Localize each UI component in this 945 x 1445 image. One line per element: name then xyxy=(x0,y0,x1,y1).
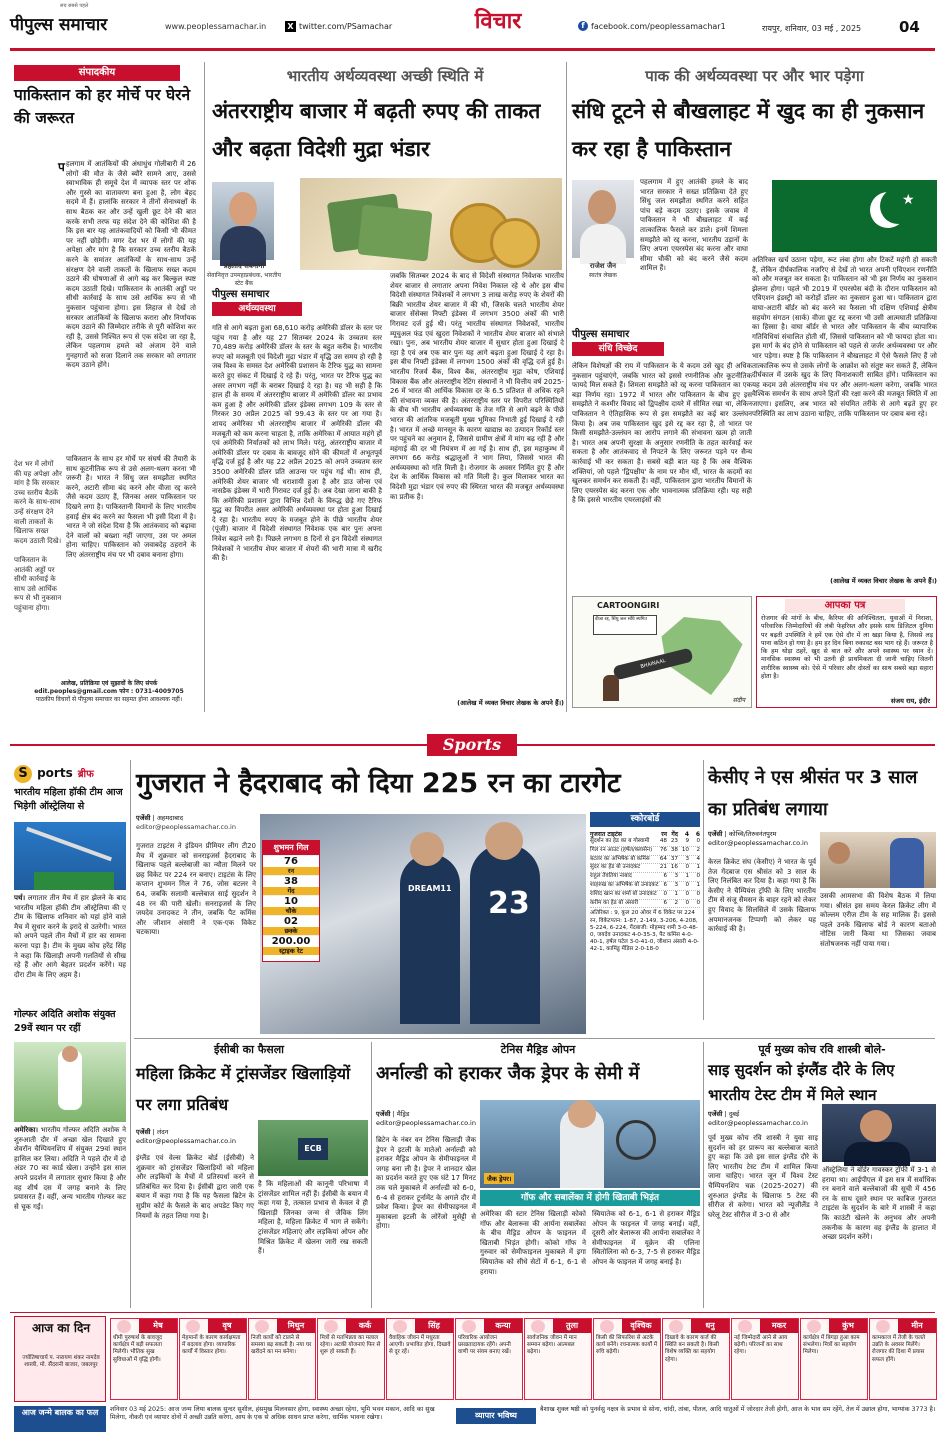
dateline: रायपुर, शनिवार, 03 मई , 2025 xyxy=(762,24,862,33)
scoreboard-row xyxy=(590,873,700,882)
gill-stat-value: 02 xyxy=(284,916,298,927)
tennis-banner: गॉफ और सबालेंका में होगी खिताबी भिड़ंत xyxy=(480,1190,700,1206)
batter-stat-s: 0 xyxy=(696,873,700,880)
letters-signature: संजय राय, इंदौर xyxy=(890,697,930,705)
batter-stat-f: 9 xyxy=(685,838,689,844)
batter-stat-r: 6 xyxy=(663,881,667,888)
ecb-place: लंदन xyxy=(156,1128,169,1136)
shastri-place: दुबई xyxy=(728,1110,740,1118)
ipl-jersey-number: 23 xyxy=(488,886,530,921)
contact-note: पाठकीय विचारों से पीपुल्स समाचार का सहमत होना आवश्यक नहीं। xyxy=(35,696,183,703)
zodiac-icon xyxy=(117,1320,131,1333)
editorial-pull-quote xyxy=(14,460,62,675)
kerala-place: कोच्चि/तिरुवनंतपुरम xyxy=(728,830,777,838)
ipl-place: अहमदाबाद xyxy=(156,814,184,822)
tennis-divider xyxy=(703,1042,704,1308)
rashi-text: धीमी पुरुषार्थ के बावजूद कार्यक्षेत्र में बड़ी सफलता मिलेगी। भौतिक सुख सुविधाओं में वृद्धि होगी। xyxy=(113,1335,162,1363)
letters-box xyxy=(756,596,937,708)
rashi-box xyxy=(386,1318,454,1400)
pak-title: संधि टूटने से बौखलाहट में खुद का ही नुकसान कर रहा है पाकिस्तान xyxy=(572,99,925,161)
rashi-name: मिथुन xyxy=(277,1319,315,1333)
zodiac-icon xyxy=(393,1320,407,1333)
batter-stat-b: 3 xyxy=(674,873,678,880)
batter-name: शाहरुख का अभिषेक बो उनादकट xyxy=(590,881,659,888)
tennis-photo-label: जैक ड्रेपर। xyxy=(484,1173,514,1184)
editorial-body-1: हलगाम में आतंकियों की अंधाधुंध गोलीबारी में 26 लोगों की मौत के जैसे ब्यौरे सामने आए, उससे स्वाभाविक ही समूचे देश में व्यापक स्तर पर शोक और गुस्से का वातावरण बना हुआ है, लोग बेहद सदमे में हैं। हालांकि सरकार ने तीनों सेनाध्यक्षों के साथ बैठक कर और उन्हें खुली छूट देने की बात करके सभी तरफ यह संदेश देने की कोशिश की है कि इस बार यह आतंकवादियों को किसी भी कीमत पर नहीं छोड़ेगी। मगर देश भर में लोगों की यह अपेक्षा और मांग है कि सरकार उच्च स्तरीय बैठकें करने के समांतर आतंकियों के साथ-साथ उन्हें संरक्षण देने वाली ताकतों के खिलाफ सख्त कदम उठाने की घोषणाओं से आगे बढ़ कर बिल्कुल स्पष्ट कदम उठाती दिखे। पाकिस्तान के आतंकी अड्डों पर सीधी कार्रवाई के साथ उसे आर्थिक रूप से भी नुकसान पहुंचाना होगा। इस लिहाज से देखें तो सरकार आतंकियों के खिलाफ करारा और निर्णायक कदम उठाने की जिम्मेदार तरीके से पूरी कोशिश कर रही है, उससे निश्चित रूप से एक संदेश जा रहा है, लेकिन पहलगाम हमले को अंजाम देने वाले गुनहगारों को सजा दिलाने तक सरकार को लगातार कदम उठाने होंगे। xyxy=(66,160,196,370)
birth-box-text: शनिवार 03 मई 2025: आज जन्म लिया बालक सुन्दर सुशील, हंसमुख मिलनसार होगा, स्वास्थ्य अच्छा रहेगा, भूमि भवन मकान, आदि का सुख मिलेगा, नौकरी एवं व्यापार दोनों में अच्छी उन्नति करेगा, आय के एक से अधिक साधन प्राप्त करेगा, धार्मिक भावना रखेगा। xyxy=(110,1406,435,1422)
ecb-title: महिला क्रिकेट में ट्रांसजेंडर खिलाड़ियों पर लगा प्रतिबंध xyxy=(136,1064,351,1114)
kerala-title: केसीए ने एस श्रीसंत पर 3 साल का प्रतिबंध लगाया xyxy=(708,767,918,820)
rashi-name: धनु xyxy=(691,1319,729,1333)
zodiac-icon xyxy=(462,1320,476,1333)
batter-stat-b: 3 xyxy=(674,881,678,888)
scoreboard-head: 6 xyxy=(695,831,700,838)
zodiac-icon xyxy=(531,1320,545,1333)
rashi-box xyxy=(110,1318,178,1400)
gill-stat-row xyxy=(263,875,319,895)
rashi-name: सिंह xyxy=(415,1319,453,1333)
batter-stat-r: 21 xyxy=(659,864,667,871)
batter-stat-r: 6 xyxy=(663,899,667,906)
batter-name: सुंदर का हेड बो उनादकट xyxy=(590,864,641,871)
gill-stat-key: चौके xyxy=(263,907,319,915)
batter-name: गिल रन आउट (हर्षल/क्लासेन) xyxy=(590,846,653,853)
horoscope-title: आज का दिन xyxy=(32,1321,90,1335)
scoreboard-row xyxy=(590,847,700,856)
gill-stat-row xyxy=(263,855,319,875)
zodiac-icon xyxy=(876,1320,890,1333)
cartoon xyxy=(572,596,752,708)
rashi-box xyxy=(800,1318,868,1400)
tennis-email[interactable]: editor@peoplessamachar.co.in xyxy=(376,1119,476,1127)
rashi-text: दिखावे के कारण कर्ज की स्थिति बन सकती है। किसी विशेष व्यक्ति का सहयोग रहेगा। xyxy=(665,1335,719,1363)
rashi-box xyxy=(662,1318,730,1400)
gill-stat-value: 10 xyxy=(284,896,298,907)
batter-stat-s: 4 xyxy=(696,855,700,862)
cartoon-artist: संदीप xyxy=(732,697,745,704)
sports-s-icon: S xyxy=(14,765,32,783)
contact-title: आलेख, प्रतिक्रिया एवं सुझावों के लिए संपर्क xyxy=(60,680,158,687)
star-icon: ★ xyxy=(902,192,915,208)
batter-name: राशिद खान का शर्मा बो उनादकट xyxy=(590,890,657,897)
tennis-body-2: अमेरिका की स्टार टेनिस खिलाड़ी कोको गॉफ और बेलारूस की आर्यना सबालेंका के बीच मैड्रिड ओपन के फाइनल में खिताबी भिड़ंत होगी। कोको गॉफ ने गुरुवार को सेमीफाइनल मुकाबले में इगा स्वियातेक को सीधे सेटों में 6-1, 6-1 से हराया। xyxy=(480,1210,586,1276)
kerala-body-2: उसकी आमसभा की विशेष बैठक में लिया गया। श्रीसंत इस समय केरल क्रिकेट लीग में कोल्लम एरीज टीम के सह मालिक हैं। इससे पहले उनके खिलाफ बोर्ड ने कारण बताओ नोटिस जारी किया था जिसका जवाब संतोषजनक नहीं पाया गया। xyxy=(820,892,936,948)
economy-column-brand: पीपुल्स समाचार xyxy=(212,289,270,300)
ecb-body-1: इंग्लैंड एवं वेल्स क्रिकेट बोर्ड (ईसीबी) ने शुक्रवार को ट्रांसजेंडर खिलाड़ियों को महिला और लड़कियों के मैचों में प्रतिस्पर्धा करने से प्रतिबंधित कर दिया है। ईसीबी द्वारा जारी एक बयान में कहा गया है कि यह फैसला ब्रिटेन के सुप्रीम कोर्ट के फैसले के बाद अपडेट किए गए नियमों के तहत लिया गया है। xyxy=(136,1154,254,1220)
editorial-drop-cap: प xyxy=(58,160,65,174)
pak-kicker: पाक की अर्थव्यवस्था पर और भार पड़ेगा xyxy=(645,67,864,85)
facebook-icon: f xyxy=(578,21,588,31)
gill-stat-row xyxy=(263,915,319,935)
tennis-agency: एजेंसी xyxy=(376,1110,391,1118)
twitter-link[interactable] xyxy=(285,19,415,33)
logo-tagline: सच सबसे पहले xyxy=(60,3,89,9)
logo-text: पीपुल्स समाचार xyxy=(10,15,108,35)
batter-stat-b: 2 xyxy=(674,899,678,906)
economy-title: अंतरराष्ट्रीय बाजार में बढ़ती रुपए की ताकत और बढ़ता विदेशी मुद्रा भंडार xyxy=(212,99,541,161)
gill-stat-row xyxy=(263,895,319,915)
shastri-byline: एजेंसी | दुबई editor@peoplessamachar.co.in xyxy=(708,1110,936,1132)
golf-body xyxy=(14,1126,126,1306)
pak-col2: अतिरिक्त खर्च उठाना पड़ेगा, रूट लंबा होगा और टिकटें महंगी हो सकती हैं, लेकिन दीर्घकालिक नजरिए से देखें तो भारत अपनी एविएशन रणनीति को और मजबूत कर सकता है। पाकिस्तान को भी इस निर्णय का नुकसान झेलना होगा। पहले भी 2019 में एयरस्पेस बंदी के दौरान पाकिस्तान को एविएशन इंडस्ट्री को करोड़ों डॉलर का नुकसान हुआ था। पाकिस्तान द्वारा वाघा-अटारी बॉर्डर को बंद करने का फैसला भी दक्षिण एशियाई क्षेत्रीय सहयोग संगठन (सार्क) वीजा छूट रद्द करना भी उसी आत्मघाती प्रतिक्रिया का हिस्सा है। वाघा बॉर्डर से भारत और पाकिस्तान के बीच व्यापारिक गतिविधियां संचालित होती थीं, जिससे पाकिस्तान को भी फायदा होता था। इस मार्ग के बंद होने से पाकिस्तान को पहले से जर्जर अर्थव्यवस्था पर और भार पड़ेगा। स्पष्ट है कि पाकिस्तान ने बौखलाहट में ऐसे फैसले लिए हैं जो तात्कालिक रूप से उसके लोगों के आक्रोश को संतुष्ट कर सकते हैं, लेकिन दीर्घकाल में उसके खुद के लिए विनाशकारी साबित होंगे। पाकिस्तान का यह कदम उसे अंतरराष्ट्रीय मंच पर और अलग-थलग करेगा, जबकि भारत वैश्विक समर्थन के साथ अपने हितों की रक्षा करने की मजबूत स्थिति में आ जाएगा। इसलिए, अब भारत को संयमित तरीके से आगे बढ़ते हुए हर परिस्थिति का लाभ उठाना चाहिए, ताकि पाकिस्तान पर दबाव बना रहे। xyxy=(752,256,937,418)
economy-divider xyxy=(566,62,567,712)
pull-quote-2: पाकिस्तान के आतंकी अड्डों पर सीधी कार्रवाई के साथ उसे आर्थिक रूप से भी नुकसान पहुंचाना होगा। xyxy=(14,555,62,612)
shastri-photo xyxy=(822,1104,936,1162)
tennis-photo xyxy=(480,1100,700,1188)
x-icon: X xyxy=(285,21,296,32)
ipl-email[interactable]: editor@peoplessamachar.co.in xyxy=(136,823,236,831)
batter-stat-s: 0 xyxy=(696,899,700,906)
gill-stat-key: छक्के xyxy=(263,927,319,935)
scoreboard-row xyxy=(590,882,700,891)
batter-name: राहुल तेवतिया नाबाद xyxy=(590,873,632,880)
golf-photo xyxy=(14,1042,126,1122)
scoreboard-head: रन xyxy=(661,831,667,838)
economy-author-name: प्रहलाद सबनानी xyxy=(223,262,265,270)
ecb-email[interactable]: editor@peoplessamachar.co.in xyxy=(136,1137,236,1145)
gill-stat-key: स्ट्राइक रेट xyxy=(263,947,319,955)
pak-column-brand: पीपुल्स समाचार xyxy=(572,329,630,340)
sports-brief-header xyxy=(14,762,124,782)
gill-stat-value: 76 xyxy=(284,856,298,867)
logo[interactable] xyxy=(10,3,160,38)
letters-title: आपका पत्र xyxy=(785,599,905,613)
tennis-byline: एजेंसी | मैड्रिड editor@peoplessamachar.co.in xyxy=(376,1110,476,1127)
sports-mid-rule xyxy=(134,1038,935,1039)
batter-stat-b: 23 xyxy=(670,838,678,844)
batter-stat-f: 10 xyxy=(681,846,689,853)
hockey-title: भारतीय महिला हॉकी टीम आज भिड़ेगी ऑस्ट्रेलिया से xyxy=(14,787,123,812)
market-text: बैशाख शुक्ल षष्ठी को पुनर्वसु नक्षत्र के प्रभाव से सोना, चांदी, तांबा, पीतल, आदि धातुओं में जोरदार तेजी होगी, आज के भाव सम रहेंगे, तेल में उछाल होगा, भाग्यांक 3773 है। xyxy=(540,1406,936,1413)
editorial-body-2: पाकिस्तान के साथ हर मोर्चे पर संघर्ष की तैयारी के साथ कूटनीतिक रूप से उसे अलग-थलग करना भी जरूरी है। भारत ने सिंधु जल समझौता स्थगित करने, अटारी सीमा बंद करने और वीजा रद्द करने जैसे कदम उठाए हैं, जिनका असर पाकिस्तान पर दिखने लगा है। पाकिस्तानी विमानों के लिए भारतीय हवाई क्षेत्र बंद करने का फैसला भी इसी दिशा में है। भारत ने जो संदेश दिया है कि आतंकवाद को बढ़ावा देने वालों को बख्शा नहीं जाएगा, उस पर अमल होना चाहिए। पाकिस्तान को जवाबदेह ठहराने के लिए अंतरराष्ट्रीय मंच पर भी दबाव बनाना होगा। xyxy=(66,455,196,559)
pak-col1a: पहलगाम में हुए आतंकी हमले के बाद भारत सरकार ने सख्त प्रतिक्रिया देते हुए सिंधु जल समझौता स्थगित करने सहित पांच बड़े कदम उठाए। इसके जवाब में पाकिस्तान ने भी बौखलाहट में कई तात्कालिक फैसले कर डाले। इनमें शिमला समझौते को रद्द करना, भारतीय उड़ानों के लिए अपना एयरस्पेस बंद करना और वाघा सीमा चौकी को बंद करने जैसे कदम शामिल हैं। xyxy=(640,178,748,273)
scoreboard xyxy=(590,812,700,1036)
rashi-box xyxy=(317,1318,385,1400)
website-link[interactable]: www.peoplessamachar.in xyxy=(165,22,267,31)
cartoon-label: CARTOONGIRI xyxy=(597,601,660,610)
pak-column-name: संधि विच्छेद xyxy=(572,342,664,356)
rashi-name: तुला xyxy=(553,1319,591,1333)
cartoon-snake: BHAINAAL xyxy=(612,648,693,681)
batter-name: सुदर्शन का हेड का ब गोस्वामी xyxy=(590,838,650,844)
facebook-link[interactable] xyxy=(578,19,758,33)
page-number: 04 xyxy=(899,18,920,36)
ecb-agency: एजेंसी xyxy=(136,1128,151,1136)
ecb-badge: ECB xyxy=(298,1138,328,1160)
rashi-text: मित्रों से मतभिन्नता का मलाल रहेगा। अटकी योजनाएं फिर से शुरू हो सकती हैं। xyxy=(320,1335,381,1356)
rashi-box xyxy=(248,1318,316,1400)
rashi-name: कन्या xyxy=(484,1319,522,1333)
rashi-text: कामकाज में तेजी के चलते उन्नति के अवसर मिलेंगे। रोजगार की दिशा में प्रयास सफल होंगे। xyxy=(872,1335,926,1363)
rashi-text: मेहमानों के कारण कार्यक्षमता में बदलाव होगा। व्यापारिक कार्यों में विस्तार होगा। xyxy=(182,1335,241,1356)
pakistan-flag-illustration xyxy=(752,180,937,252)
letters-body: रोजगार की मांगों के बीच, कैरियर की अनिश्चितता, युवाओं में निराशा, परिवारिक जिम्मेदारियों की लंबी फेहरिस्त और इसके साथ डिजिटल दुनिया पर बढ़ती उपस्थिति ने हमें एक ऐसे दौर में ला खड़ा किया है, जिससे लड़ पाना कठिन हो गया है। हम हर दिन बिना रुकावट बस भाग रहे हैं। जरूरत है कि हम थोड़ा ठहरें, खुद से बात करें और अपने स्वास्थ्य पर ध्यान दें। मानसिक स्वास्थ्य को भी उतनी ही प्राथमिकता दी जानी चाहिए जितनी शारीरिक स्वास्थ्य को। ऐसे में परिवार और दोस्तों का साथ सबसे बड़ा सहारा होता है। xyxy=(761,615,933,681)
rashi-name: मेष xyxy=(139,1319,177,1333)
scoreboard-heads xyxy=(656,830,700,838)
batter-stat-s: 1 xyxy=(696,881,700,888)
editorial-divider xyxy=(204,62,205,712)
kerala-email[interactable]: editor@peoplessamachar.co.in xyxy=(708,839,808,847)
shastri-body-1: पूर्व मुख्य कोच रवि शास्त्री ने युवा साइ सुदर्शन को हर प्रारूप का बल्लेबाज बताते हुए कहा कि उसे इस साल इंग्लैंड दौरे के लिए भारतीय टेस्ट टीम में शामिल किया जाना चाहिए। भारत जून में विश्व टेस्ट चैम्पियनशिप चक्र (2025-2027) की शुरुआत इंग्लैंड के खिलाफ 5 टेस्ट की सीरीज से करेगा। भारत को न्यूजीलैंड ने घरेलू टेस्ट सीरीज में 3-0 से और xyxy=(708,1134,818,1219)
batter-stat-b: 16 xyxy=(670,864,678,871)
gill-box-title: शुभमन गिल xyxy=(263,841,319,855)
contact-line[interactable]: edit.peoples@gmail.com फोन : 0731-4009705 xyxy=(34,688,184,695)
ipl-jersey-sponsor: DREAM11 xyxy=(408,884,452,893)
zodiac-icon xyxy=(186,1320,200,1333)
hockey-text: लगातार तीन मैच में हार झेलने के बाद भारतीय महिला हॉकी टीम ऑस्ट्रेलिया की ए टीम के खिलाफ शनिवार को यहां होने वाले मैच में सुधार करने के इरादे से उतरेगी। भारत को अपने पहले तीन मैचों में हार का सामना करना पड़ा है। टीम के मुख्य कोच हरेंद्र सिंह ने कहा कि खिलाड़ी अपनी गलतियों से सीख रहे हैं और आगे बेहतर प्रदर्शन करेंगे। यह दौरा टीम के लिए अहम है। xyxy=(14,894,126,979)
rashi-text: कार्यक्षेत्र में बिगड़ा हुआ काम संभलेगा। मित्रों का सहयोग मिलेगा। xyxy=(803,1335,860,1356)
zodiac-icon xyxy=(738,1320,752,1333)
ecb-byline: एजेंसी | लंदन editor@peoplessamachar.co.in xyxy=(136,1128,256,1150)
golf-text: भारतीय गोल्फर अदिति अशोक ने शुरुआती दौर में अच्छा खेल दिखाते हुए शेवरॉन चैम्पियनशिप में संयुक्त 29वां स्थान हासिल कर लिया। अदिति ने पहले दौर में दो अंडर 70 का कार्ड खेला। उन्होंने इस साल अपने प्रदर्शन में लगातार सुधार किया है और वह शीर्ष दस में जगह बनाने के लिए प्रयासरत हैं। वहीं, अन्य भारतीय गोल्फर कट से चूक गईं। xyxy=(14,1126,126,1211)
batter-stat-f: 0 xyxy=(685,864,689,871)
zodiac-icon xyxy=(324,1320,338,1333)
pull-quote-1: देश भर में लोगों की यह अपेक्षा और मांग है कि सरकार उच्च स्तरीय बैठकें करने के साथ-साथ उन्हें संरक्षण देने वाली ताकतों के खिलाफ सख्त कदम उठाती दिखे। xyxy=(14,460,62,545)
ipl-byline: एजेंसी | अहमदाबाद editor@peoplessamachar.co.in xyxy=(136,814,258,836)
rashi-box xyxy=(731,1318,799,1400)
ipl-agency: एजेंसी xyxy=(136,814,151,822)
zodiac-icon xyxy=(669,1320,683,1333)
scoreboard-row xyxy=(590,838,700,847)
hockey-photo xyxy=(14,822,126,890)
hockey-body xyxy=(14,894,126,1004)
rashi-name: मीन xyxy=(898,1319,936,1333)
batter-stat-s: 1 xyxy=(696,864,700,871)
pak-signoff: (आलेख में व्यक्त विचार लेखक के अपने हैं।) xyxy=(830,577,937,585)
scoreboard-row xyxy=(590,891,700,900)
ecb-body-2: है कि महिलाओं की कानूनी परिभाषा में ट्रांसजेंडर शामिल नहीं हैं। ईसीबी के बयान में कहा गया है, तत्काल प्रभाव से केवल वे ही खिलाड़ी जिनका जन्म से जैविक लिंग महिला है, महिला क्रिकेट में भाग ले सकेंगे। ट्रांसजेंडर महिलाएं और लड़कियां ओपन और मिश्रित क्रिकेट में खेलना जारी रख सकती हैं। xyxy=(258,1180,368,1256)
shastri-body-2: ऑस्ट्रेलिया ने बॉर्डर गावस्कर ट्रॉफी में 3-1 से हराया था। आईपीएल में इस सत्र में सर्वाधिक रन बनाने वाले बल्लेबाजों की सूची में 456 रन के साथ दूसरे स्थान पर काबिज गुजरात टाइटंस के सुदर्शन के बारे में शास्त्री ने कहा कि काउंटी खेलने के अनुभव और अपनी तकनीक के कारण वह इंग्लैंड के हालात में अच्छा प्रदर्शन करेंगे। xyxy=(822,1166,936,1242)
rashi-name: वृष xyxy=(208,1319,246,1333)
gill-stat-value: 200.00 xyxy=(271,936,311,947)
cartoon-sign: वीजा रद्द, सिंधु जल संधि स्थगित xyxy=(593,615,657,635)
shastri-title: साइ सुदर्शन को इंग्लैंड दौरे के लिए भारतीय टेस्ट टीम में मिले स्थान xyxy=(708,1061,895,1104)
economy-kicker: भारतीय अर्थव्यवस्था अच्छी स्थिति में xyxy=(286,67,484,85)
editorial-label: संपादकीय xyxy=(14,65,180,81)
economy-author-desc: सेवानिवृत्त उपमहाप्रबंधक, भारतीय स्टेट बैंक xyxy=(207,272,281,287)
scoreboard-head: गेंद xyxy=(671,831,678,838)
batter-stat-s: 0 xyxy=(696,838,700,844)
market-label: व्यापार भविष्य xyxy=(456,1408,536,1424)
gill-stat-row xyxy=(263,935,319,955)
ecb-photo xyxy=(258,1120,368,1176)
rashi-text: किसी की सिफारिश से अटके कार्य बनेंगे। रचनात्मक कार्यों में रुचि बढ़ेगी। xyxy=(596,1335,658,1356)
gill-stat-key: गेंद xyxy=(263,887,319,895)
kerala-body-1: केरल क्रिकेट संघ (केसीए) ने भारत के पूर्व तेज गेंदबाज एस श्रीसंत को 3 साल के लिए निलंबित कर दिया है। कहा गया है कि केसीए ने चैम्पियंस ट्रॉफी के लिए भारतीय टीम से संजू सैमसन के बाहर रहने को लेकर हुए विवाद के सिलसिले में उसके खिलाफ अपमानजनक टिप्पणी को लेकर यह कार्रवाई की है। xyxy=(708,858,816,934)
gill-stat-value: 38 xyxy=(284,876,298,887)
sports-brief-label: ports xyxy=(37,766,73,780)
editorial-title: पाकिस्तान को हर मोर्चे पर घेरने की जरूरत xyxy=(14,86,191,127)
economy-column-logo xyxy=(212,286,302,320)
facebook-handle: facebook.com/peoplessamachar1 xyxy=(591,21,726,31)
rashi-box xyxy=(455,1318,523,1400)
gill-stats-box xyxy=(262,840,320,962)
kerala-agency: एजेंसी xyxy=(708,830,723,838)
golf-dateline: अमेरिका। xyxy=(14,1126,39,1134)
hockey-dateline: पर्थ। xyxy=(14,894,26,902)
batter-name: करीम का हेड बो अंसारी xyxy=(590,899,639,906)
rashi-name: मकर xyxy=(760,1319,798,1333)
economy-author-photo xyxy=(212,182,274,260)
golf-title: गोल्फर अदिति अशोक संयुक्त 29वें स्थान पर रहीं xyxy=(14,1009,116,1034)
economy-signoff: (आलेख में व्यक्त विचार लेखक के अपने हैं।) xyxy=(457,699,564,707)
shastri-email[interactable]: editor@peoplessamachar.co.in xyxy=(708,1119,808,1127)
batter-stat-r: 6 xyxy=(663,873,667,880)
zodiac-icon xyxy=(807,1320,821,1333)
pak-column-logo xyxy=(572,326,664,360)
batter-stat-r: 76 xyxy=(659,846,667,853)
tennis-body-3: स्वियातेक को 6-1, 6-1 से हराकर मैड्रिड ओपन के फाइनल में जगह बनाई। वहीं, दूसरी ओर बेलारूस की आर्यना सबालेंका ने सेमीफाइनल में यूक्रेन की एलिना स्वितोलिना को 6-3, 7-5 से हराकर मैड्रिड ओपन के फाइनल में जगह बनाई है। xyxy=(592,1210,700,1266)
batter-stat-r: 64 xyxy=(659,855,667,862)
batter-stat-f: 3 xyxy=(685,855,689,862)
rashi-text: परिवारिक आयोजन प्रसन्नतादायक रहेंगे। अपनी वाणी पर संयम बनाए रखें। xyxy=(458,1335,511,1356)
rashi-box xyxy=(179,1318,247,1400)
brief-divider xyxy=(130,760,131,1308)
sports-label: Sports xyxy=(427,734,517,756)
rashi-name: कर्क xyxy=(346,1319,384,1333)
scoreboard-row xyxy=(590,864,700,873)
scoreboard-extras: अतिरिक्त : 9, कुल 20 ओवर में 6 विकेट पर 224 रन, विकेटपतन: 1-87, 2-149, 3-206, 4-208, 5-224, 6-224, गेंदबाजी: मोहम्मद शमी 3-0-48-0, जयदेव उनादकट 4-0-35-3, पैट कमिंस 4-0-40-1, हर्षल पटेल 3-0-41-0, जीशान अंसारी 4-0-42-1, कामिंडु मेंडिस 2-0-18-0 xyxy=(590,910,699,953)
batter-stat-r: 0 xyxy=(663,890,667,897)
money-illustration xyxy=(300,178,562,270)
economy-col1b: गति से आगे बढ़ता हुआ 68,610 करोड़ अमेरिकी डॉलर के स्तर पर पहुंच गया है और यह 27 सितम्बर 2024 के उच्चतम स्तर 70,489 करोड़ अमेरिकी डॉलर के स्तर के बहुत करीब है। भारतीय रुपए को मजबूती एवं विदेशी मुद्रा भंडार में वृद्धि उस समय हो रही है जब विश्व के समस्त देश अमेरिकी प्रशासन के टैरिफ युद्ध का सामना करते हुए संकट में दिखाई दे रहे हैं। परंतु, भारत पर टैरिफ युद्ध का असर लगभग नहीं के बराबर दिखाई दे रहा है। यह भी सही है कि हाल ही के समय में अंतरराष्ट्रीय बाजार में अमेरिकी डॉलर का प्रभाव कम हुआ है और अमेरिकी डॉलर इंडेक्स लगभग 109 के स्तर से गिरकर 30 अप्रैल 2025 को 99.43 के स्तर पर आ गया है। शायद अमेरिका भी अंतरराष्ट्रीय बाजार में अमेरिकी डॉलर की मजबूती को कम करना चाहता है, ताकि अमेरिका में आयात महंगे हों एवं अमेरिकी निर्यातकों को लाभ मिले। परंतु, अंतरराष्ट्रीय बाजार में अमेरिकी डॉलर पर दबाव के बावजूद सोने की कीमतों में अभूतपूर्व वृद्धि दर्ज हुई है और यह 22 अप्रैल 2025 को अपने उच्चतम स्तर 3500 अमेरिकी डॉलर प्रति आउन्स पर पहुंच गई थी। साथ ही, अमेरिकी शेयर बाजार भी धराशायी हुआ है और डाउ जोन्स एवं नासडैक इंडेक्स में भारी गिरावट दर्ज हुई है। अब देखा जाना बाकी है कि अमेरिकी प्रशासन द्वारा विभिन्न देशों के विरुद्ध छेड़े गए टैरिफ युद्ध का विपरीत असर अमेरिकी अर्थव्यवस्था पर होता हुआ दिखाई दे रहा है। भारतीय रुपए के मजबूत होने के पीछे भारतीय शेयर (पूंजी) बाजार में विदेशी संस्थागत निवेशक एक बार पुनः अपना निवेश बढ़ाने लगे हैं। पिछले लगभग 8 दिनों से इन विदेशी संस्थागत निवेशकों ने भारतीय शेयर बाजार में शेयरों की भारी मात्रा में खरीद की है। xyxy=(212,324,382,563)
scoreboard-row xyxy=(590,900,700,909)
section-title: विचार xyxy=(474,9,522,34)
tennis-place: मैड्रिड xyxy=(396,1110,410,1118)
batter-stat-b: 38 xyxy=(670,846,678,853)
economy-column-name: अर्थव्यवस्था xyxy=(212,302,302,316)
zodiac-icon xyxy=(255,1320,269,1333)
rashi-name: कुंभ xyxy=(829,1319,867,1333)
batter-stat-f: 0 xyxy=(685,890,689,897)
rashi-text: सार्वजनिक जीवन में मान सम्मान बढ़ेगा। आत्मबल बढ़ेगा। xyxy=(527,1335,577,1356)
sports-brief-label2: ब्रीफ xyxy=(77,769,94,780)
scoreboard-head: 4 xyxy=(684,831,689,838)
rashi-text: वैवाहिक जीवन में मधुरता आएगी। प्रभावित होगा, दिखावे से दूर रहें। xyxy=(389,1335,451,1356)
ecb-kicker: ईसीबी का फैसला xyxy=(214,1043,284,1056)
rashi-box xyxy=(593,1318,661,1400)
batter-stat-f: 1 xyxy=(685,873,689,880)
rashi-text: निजी कार्यों को टालने से समस्या बढ़ सकती है। नया घर खरीदने का मन बनेगा। xyxy=(251,1335,312,1356)
horoscope-panel xyxy=(14,1316,106,1402)
tennis-title: अर्नाल्डी को हराकर जैक ड्रेपर के सेमी में xyxy=(376,1063,640,1084)
horoscope-panel-text: ज्योतिषाचार्य प. नारायण शंकर नामदेव शास्त्री, मो. सैंदरानी बाजार, जबलपुर xyxy=(22,1355,100,1369)
gill-stat-key: रन xyxy=(263,867,319,875)
scoreboard-team: गुजरात टाइटंस xyxy=(590,831,622,838)
rashi-box xyxy=(524,1318,592,1400)
ipl-divider xyxy=(703,760,704,1020)
pak-author-photo xyxy=(572,180,634,258)
sreesanth-photo xyxy=(820,832,936,888)
batter-stat-r: 48 xyxy=(659,838,667,844)
pak-col1b: लेकिन विशेषज्ञों की राय में पाकिस्तान के ये कदम उसे खुद ही अधिक नुकसान पहुंचाएंगे, जबकि भारत को इससे रणनीतिक और कूटनीतिक फायदे मिल सकते हैं। शिमला समझौते को रद्द करना पाकिस्तान का एक बड़ा निर्णय रहा। 1972 में भारत और पाकिस्तान के बीच हुए इस समझौते ने कश्मीर विवाद को द्विपक्षीय दायरे में सीमित रखा था, लेकिन पाकिस्तान ने ऐतिहासिक रूप से इस समझौते का कई बार उल्लंघन किया है। अब जब पाकिस्तान खुद इसे रद्द कर रहा है, तो भारत पर किसी समझौते-उल्लंघन का आरोप लगाने की संभावना खत्म हो जाती है। भारत अब अपनी सुरक्षा के अनुसार रणनीति के तहत कार्रवाई कर सकता है और आतंकवाद से निपटने के लिए जरूरत पड़ने पर सैन्य कार्रवाई भी कर सकता है। सबसे बड़ी बात यह है कि अब वैश्विक शक्तियां, जो पहले 'द्विपक्षीय' के नाम पर मौन थीं, भारत के कदमों का खुलकर समर्थन कर सकती हैं। वहीं, पाकिस्तान द्वारा भारतीय विमानों के लिए एयरस्पेस बंद करना एक और भावनात्मक प्रतिक्रिया रही। यह सही है कि इससे भारतीय एयरलाइंसों की xyxy=(572,362,752,505)
scoreboard-title: स्कोरबोर्ड xyxy=(590,812,700,827)
ecb-divider xyxy=(371,1042,372,1308)
rashi-box xyxy=(869,1318,937,1400)
twitter-handle: twitter.com/PSamachar xyxy=(299,21,393,31)
masthead-rule xyxy=(10,48,935,51)
economy-col2: जबकि सितम्बर 2024 के बाद से विदेशी संस्थागत निवेशक भारतीय शेयर बाजार से लगातार अपना निवेश निकाल रहे थे और इस बीच विदेशी संस्थागत निवेशकों ने लगभग 3 लाख करोड़ रुपए के शेयरों की बिक्री भारतीय शेयर बाजार में की थी, जिसके चलते भारतीय शेयर बाजार सेंसेक्स निफ्टी इंडेक्स में लगभग 3500 अंकों की भारी गिरावट दर्ज हुई थी। परंतु भारतीय संस्थागत निवेशकों, भारतीय म्यूचुअल फंड एवं खुदरा निवेशकों ने भारतीय शेयर बाजार को संभाले रखा। पुनः, अब भारतीय शेयर बाजार में सुधार होता हुआ दिखाई दे रहा है एवं अब एक बार पुनः यह आगे बढ़ता हुआ दिखाई दे रहा है। इस बीच निफ्टी इंडेक्स में लगभग 1500 अंकों की वृद्धि दर्ज हुई है। भारतीय रिजर्व बैंक, विश्व बैंक, अंतरराष्ट्रीय मुद्रा कोष, एशियाई विकास बैंक और अंतरराष्ट्रीय रेटिंग संस्थानों ने भी वित्तीय वर्ष 2025-26 में भारत की आर्थिक विकास दर के 6.5 प्रतिशत से अधिक रहने की संभावना व्यक्त की है। अंतरराष्ट्रीय स्तर पर विपरीत परिस्थितियों के बीच भी भारतीय अर्थव्यवस्था के तेज गति से आगे बढ़ने के पीछे भारत की आंतरिक मजबूती मुख्य भूमिका निभाती हुई दिखाई दे रही है। भारत में अच्छे मानसून के कारण खाद्यान्न का उत्पादन रिकॉर्ड स्तर पर पहुंचने का अनुमान है, जिससे ग्रामीण क्षेत्रों में मांग बढ़ रही है और महंगाई की दर भी नियंत्रण में आ गई है। साथ ही, इस महाकुम्भ में लगभग 66 करोड़ श्रद्धालुओं ने भाग लिया, जिससे भारत की अर्थव्यवस्था को गति मिली है। रोजगार के अवसर निर्मित हुए हैं और देश के आर्थिक विकास को गति मिली है। कुल मिलाकर भारत का विदेशी मुद्रा भंडार एवं रुपए की स्थिरता भारत की मजबूत अर्थव्यवस्था का प्रतीक है। xyxy=(390,272,564,501)
rashi-name: वृश्चिक xyxy=(622,1319,660,1333)
batter-stat-f: 0 xyxy=(685,899,689,906)
batter-stat-s: 2 xyxy=(696,846,700,853)
batter-stat-b: 37 xyxy=(670,855,678,862)
birth-box-label: आज जन्मे बालक का फल xyxy=(14,1406,106,1432)
tennis-kicker: टेनिस मैड्रिड ओपन xyxy=(500,1043,576,1056)
masthead xyxy=(0,0,945,50)
batter-stat-s: 0 xyxy=(696,890,700,897)
horoscope-rule xyxy=(10,1312,935,1313)
rashi-text: नई जिम्मेदारी आने से आय बढ़ेगी। परिजनों का साथ रहेगा। xyxy=(734,1335,788,1356)
zodiac-icon xyxy=(600,1320,614,1333)
editorial-contact xyxy=(14,680,204,710)
batter-stat-f: 0 xyxy=(685,881,689,888)
batter-name: बटलर का अभिषेक बो कमिंस xyxy=(590,855,650,862)
pak-author-desc: स्वतंत्र लेखक xyxy=(589,272,617,279)
batter-stat-b: 1 xyxy=(674,890,678,897)
ipl-body: गुजरात टाइटंस ने इंडियन प्रीमियर लीग टी20 मैच में शुक्रवार को सनराइजर्स हैदराबाद के खिलाफ पहले बल्लेबाजी का न्यौता मिलने पर छह विकेट पर 224 रन बनाए। टाइटंस के लिए कप्तान शुभमन गिल ने 76, जोस बटलर ने 64, जबकि सलामी बल्लेबाज साई सुदर्शन ने 48 रन की पारी खेली। सनराइजर्स के लिए जयदेव उनादकट ने तीन, जबकि पैट कमिंस और जीशान अंसारी ने एक-एक विकेट चटकाया। xyxy=(136,842,256,937)
shastri-agency: एजेंसी xyxy=(708,1110,723,1118)
kerala-byline: एजेंसी | कोच्चि/तिरुवनंतपुरम editor@peoplessamachar.co.in xyxy=(708,830,936,852)
ipl-title: गुजरात ने हैदराबाद को दिया 225 रन का टारगेट xyxy=(136,768,621,799)
pak-author-name: राजेश जैन xyxy=(589,262,617,270)
shastri-kicker: पूर्व मुख्य कोच रवि शास्त्री बोले- xyxy=(758,1043,886,1056)
tennis-body-1: ब्रिटेन के नंबर वन टेनिस खिलाड़ी जैक ड्रेपर ने इटली के मातेओ अर्नाल्डी को हराकर मैड्रिड ओपन के सेमीफाइनल में जगह बना ली है। ड्रेपर ने शानदार खेल का प्रदर्शन करते हुए एक घंटे 17 मिनट तक चले मुकाबले में अर्नाल्डी को 6-0, 6-4 से हराकर टूर्नामेंट के अगले दौर में प्रवेश किया। ड्रेपर का सेमीफाइनल में मुकाबला इटली के लोरेंजो मुसेट्टी से होगा। xyxy=(376,1136,476,1231)
